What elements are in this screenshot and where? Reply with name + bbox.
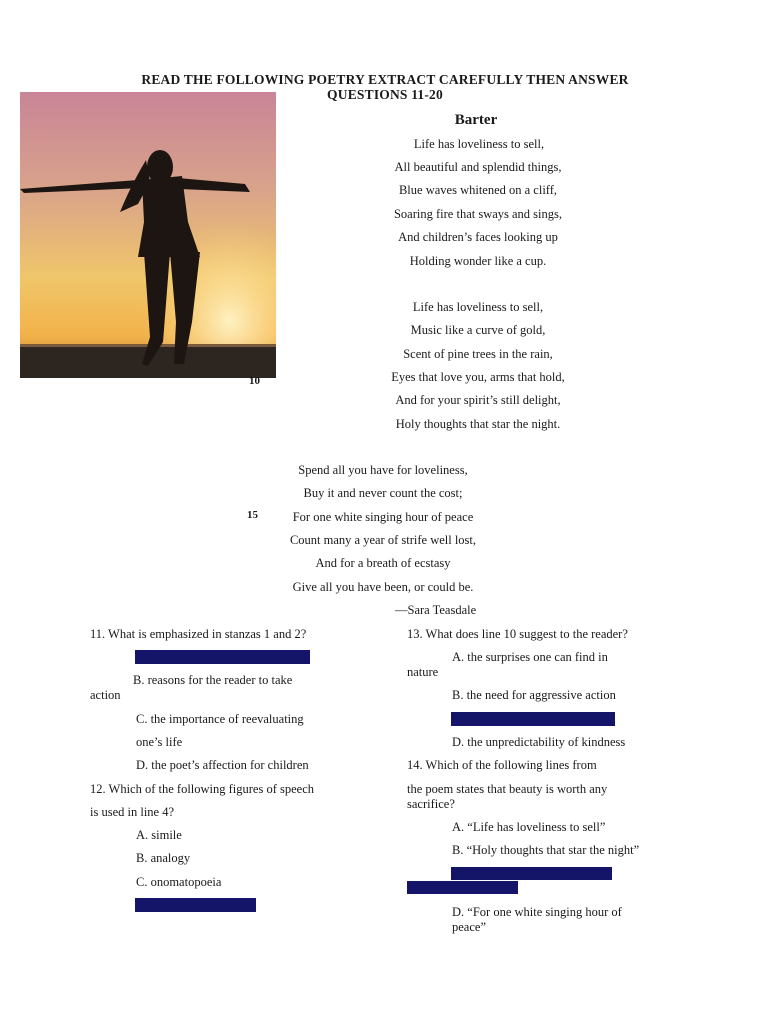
poem-title: Barter: [454, 112, 498, 128]
poem-line: Music like a curve of gold,: [410, 323, 546, 337]
redacted-answer-14c: [451, 867, 612, 880]
question-11-option-c-cont: one’s life: [136, 735, 183, 749]
poem-line: And children’s faces looking up: [398, 230, 558, 244]
question-14-option-d: D. “For one white singing hour of: [452, 905, 622, 919]
poem-line: Eyes that love you, arms that hold,: [391, 370, 565, 384]
poem-line: Soaring fire that sways and sings,: [393, 207, 563, 221]
poem-line: Spend all you have for loveliness,: [298, 463, 468, 477]
redacted-answer-12d: [135, 898, 256, 912]
poem-line: Buy it and never count the cost;: [303, 486, 463, 500]
sunset-silhouette-image: [20, 92, 276, 378]
question-14-stem-cont: the poem states that beauty is worth any: [407, 782, 608, 796]
question-14-stem: 14. Which of the following lines from: [407, 758, 597, 772]
poem-line: Life has loveliness to sell,: [413, 137, 545, 151]
poem-line: Blue waves whitened on a cliff,: [398, 183, 558, 197]
question-14-option-a: A. “Life has loveliness to sell”: [452, 820, 606, 834]
question-13-option-b: B. the need for aggressive action: [452, 688, 616, 702]
poem-line: Holy thoughts that star the night.: [395, 417, 561, 431]
question-14-stem-cont2: sacrifice?: [407, 797, 455, 811]
poem-line: Life has loveliness to sell,: [412, 300, 544, 314]
poem-line: For one white singing hour of peace: [292, 510, 474, 524]
poem-line: Count many a year of strife well lost,: [289, 533, 477, 547]
question-12-stem: 12. Which of the following figures of speech: [90, 782, 315, 796]
question-12-option-b: B. analogy: [136, 851, 191, 865]
question-12-stem-cont: is used in line 4?: [90, 805, 175, 819]
question-13-stem: 13. What does line 10 suggest to the reader?: [407, 627, 628, 641]
line-number: 10: [249, 375, 260, 387]
poem-line: Holding wonder like a cup.: [409, 254, 547, 268]
question-12-option-a: A. simile: [136, 828, 182, 842]
question-11-option-b: B. reasons for the reader to take: [133, 673, 293, 687]
instructions-heading: READ THE FOLLOWING POETRY EXTRACT CAREFULLY THEN ANSWER QUESTIONS 11-20: [141, 72, 629, 102]
question-14-option-b: B. “Holy thoughts that star the night”: [452, 843, 640, 857]
redacted-answer-13c: [451, 712, 615, 726]
poem-author: —Sara Teasdale: [395, 603, 477, 617]
redacted-answer-14c-cont: [407, 881, 518, 894]
question-11-option-c: C. the importance of reevaluating: [136, 712, 304, 726]
poem-line: Scent of pine trees in the rain,: [403, 347, 553, 361]
poem-line: And for your spirit’s still delight,: [395, 393, 561, 407]
line-number: 15: [247, 509, 258, 521]
question-12-option-c: C. onomatopoeia: [136, 875, 222, 889]
question-13-option-a-cont: nature: [407, 665, 439, 679]
question-11-option-b-cont: action: [90, 688, 121, 702]
question-11-option-d: D. the poet’s affection for children: [136, 758, 309, 772]
poem-line: All beautiful and splendid things,: [394, 160, 562, 174]
question-11-stem: 11. What is emphasized in stanzas 1 and 2?: [90, 627, 307, 641]
poem-line: Give all you have been, or could be.: [292, 580, 474, 594]
question-14-option-d-cont: peace”: [452, 920, 486, 934]
question-13-option-a: A. the surprises one can find in: [452, 650, 608, 664]
question-13-option-d: D. the unpredictability of kindness: [452, 735, 626, 749]
redacted-answer-11a: [135, 650, 310, 664]
poem-line: And for a breath of ecstasy: [315, 556, 451, 570]
